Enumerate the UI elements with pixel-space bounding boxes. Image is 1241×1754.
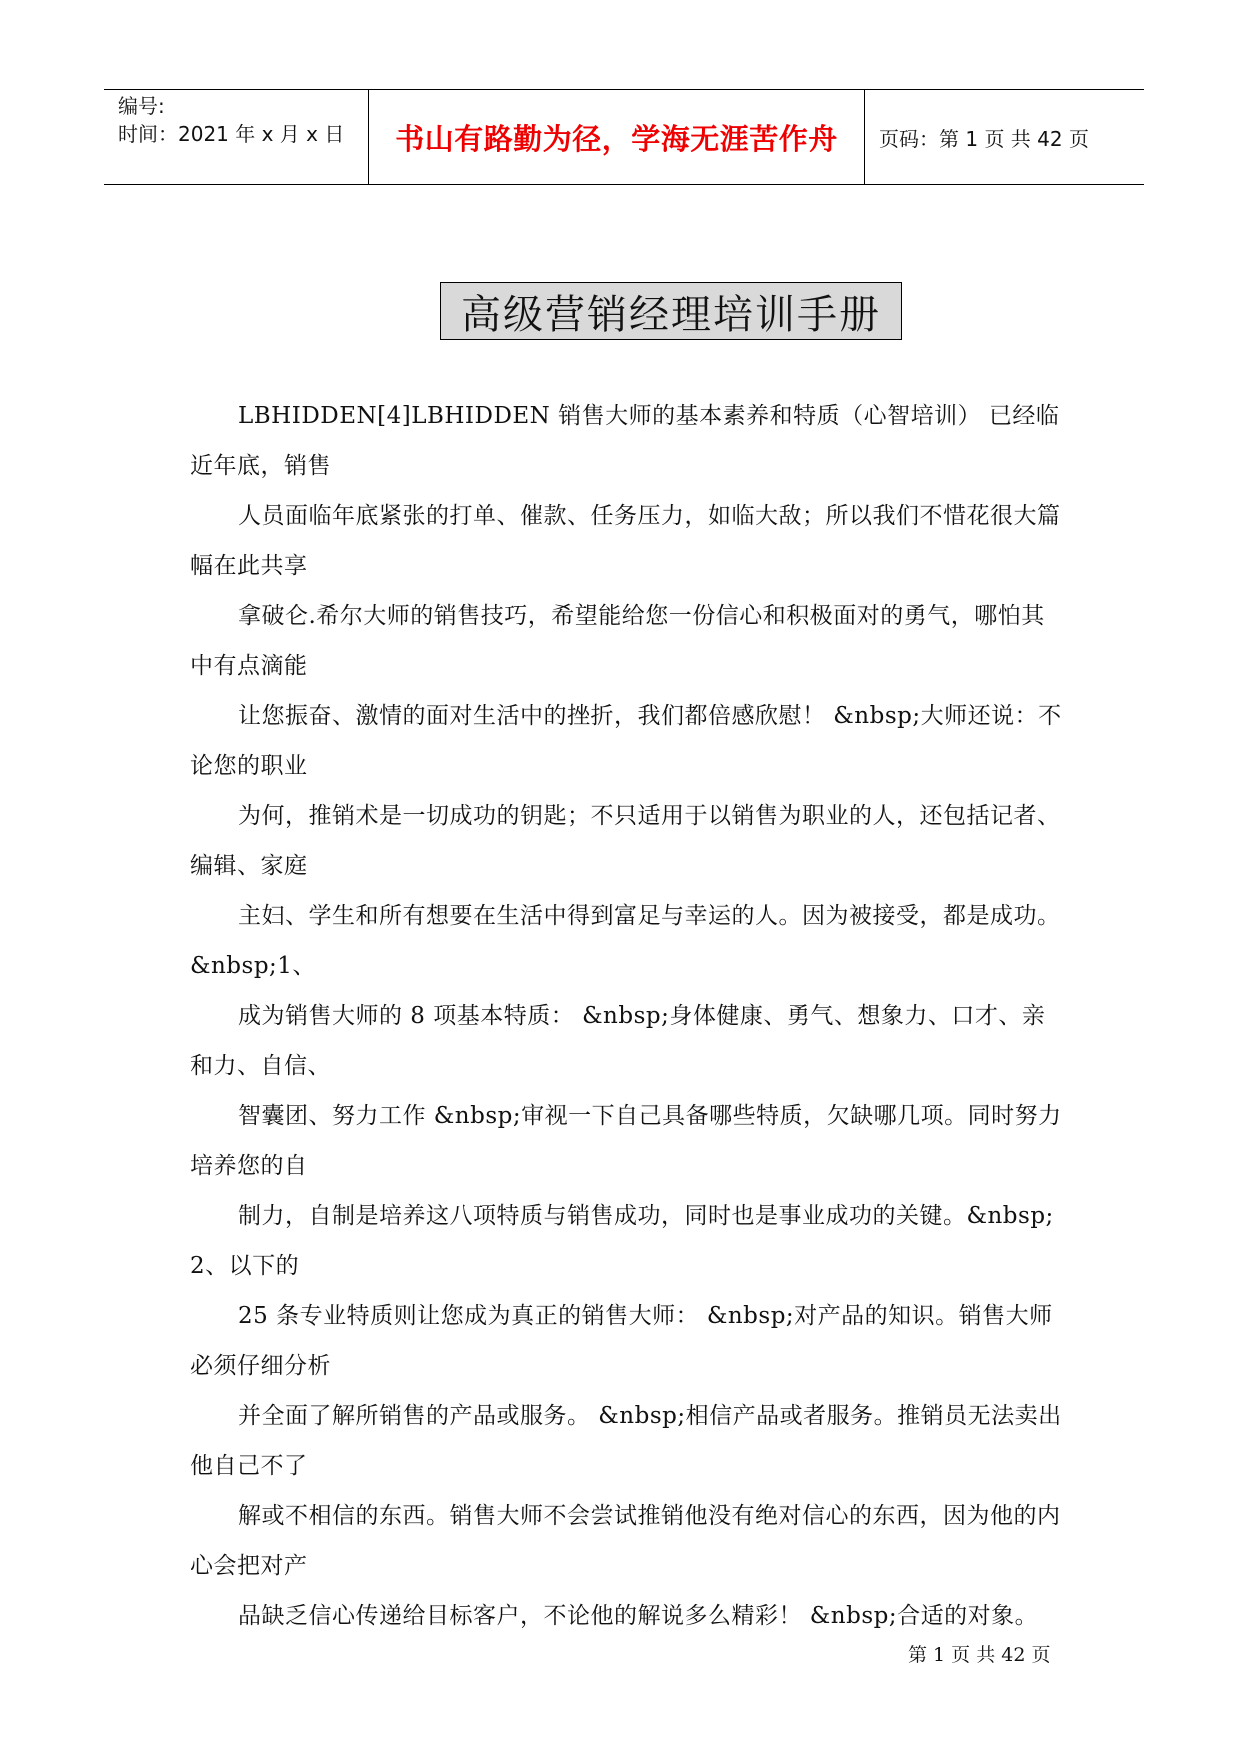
header-motto: 书山有路勤为径，学海无涯苦作舟 [395, 121, 838, 156]
body-paragraph: 25 条专业特质则让您成为真正的销售大师： &nbsp;对产品的知识。销售大师必须仔细分析 [190, 1303, 1053, 1379]
body-paragraph: 制力，自制是培养这八项特质与销售成功，同时也是事业成功的关键。&nbsp;2、以下的 [190, 1203, 1054, 1279]
body-paragraph: 人员面临年底紧张的打单、催款、任务压力，如临大敌；所以我们不惜花很大篇幅在此共享 [190, 503, 1061, 579]
header-motto-cell [369, 90, 865, 184]
body-paragraph: 智囊团、努力工作 &nbsp;审视一下自己具备哪些特质，欠缺哪几项。同时努力培养您的自 [190, 1103, 1062, 1179]
document-title-box [440, 282, 902, 340]
body-paragraph: 并全面了解所销售的产品或服务。 &nbsp;相信产品或者服务。推销员无法卖出他自己不了 [190, 1403, 1062, 1479]
body-paragraph: 主妇、学生和所有想要在生活中得到富足与幸运的人。因为被接受，都是成功。 &nbsp;1、 [190, 903, 1061, 979]
body-paragraph: 为何，推销术是一切成功的钥匙；不只适用于以销售为职业的人，还包括记者、编辑、家庭 [190, 803, 1061, 879]
header-info-cell [104, 90, 369, 184]
body-paragraph: LBHIDDEN[4]LBHIDDEN 销售大师的基本素养和特质（心智培训） 已经临近年底，销售 [190, 403, 1060, 479]
body-paragraph: 成为销售大师的 8 项基本特质： &nbsp;身体健康、勇气、想象力、口才、亲和力、自信、 [190, 1003, 1046, 1079]
document-number-label: 编号: [118, 94, 165, 118]
document-body [190, 391, 1065, 1641]
body-paragraph: 品缺乏信心传递给目标客户，不论他的解说多么精彩！ &nbsp;合适的对象。 [238, 1603, 1039, 1629]
page-footer: 第 1 页 共 42 页 [908, 1644, 1051, 1666]
page-header [104, 89, 1144, 185]
document-time-label: 时间：2021 年 x 月 x 日 [118, 122, 345, 146]
body-paragraph: 解或不相信的东西。销售大师不会尝试推销他没有绝对信心的东西，因为他的内心会把对产 [190, 1503, 1061, 1579]
body-paragraph: 让您振奋、激情的面对生活中的挫折，我们都倍感欣慰！ &nbsp;大师还说：不论您的职业 [190, 703, 1062, 779]
header-page-info: 页码：第 1 页 共 42 页 [879, 126, 1089, 151]
body-paragraph: 拿破仑.希尔大师的销售技巧，希望能给您一份信心和积极面对的勇气，哪怕其中有点滴能 [190, 603, 1045, 679]
header-page-cell [865, 90, 1144, 184]
document-title: 高级营销经理培训手册 [461, 291, 881, 338]
